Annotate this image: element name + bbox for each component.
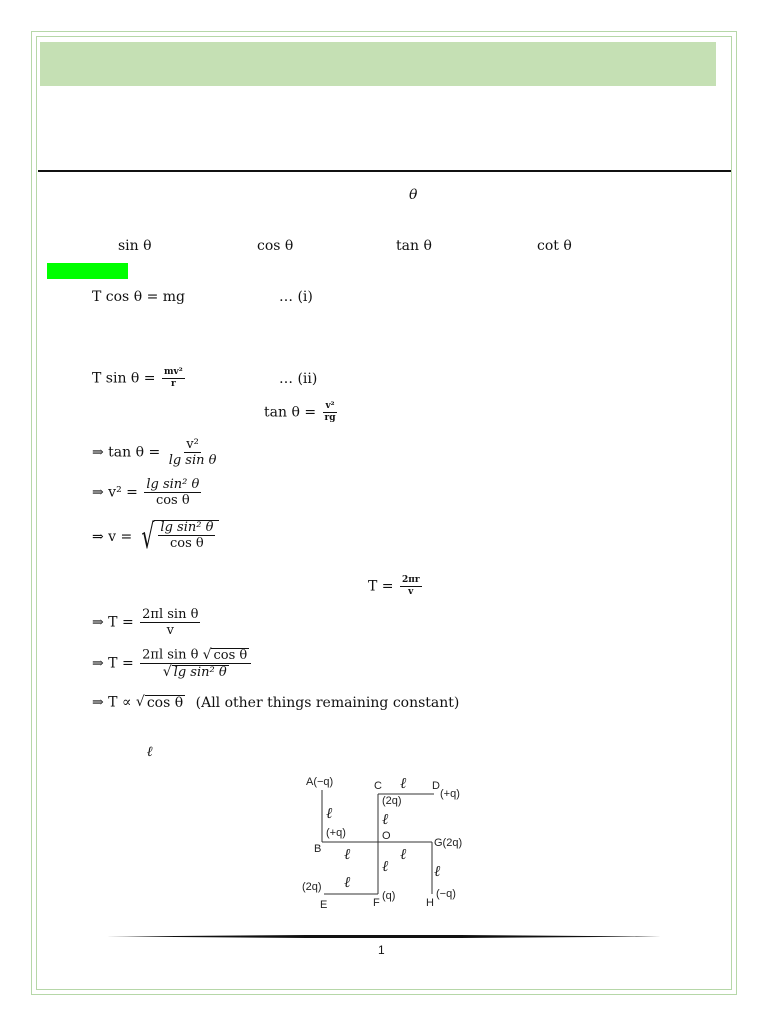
ell-ab: ℓ <box>326 804 333 822</box>
label-h-charge: (−q) <box>436 888 456 900</box>
equation-8 <box>92 608 202 637</box>
equation-9-num-sqrt <box>203 648 250 662</box>
equation-8-fraction <box>140 608 200 637</box>
equation-9-fraction <box>140 648 251 679</box>
page-number: 1 <box>378 943 385 957</box>
equation-5-num: lg sin² θ <box>146 477 200 492</box>
radical-sign: √ <box>202 647 212 663</box>
equation-9-den <box>161 664 231 679</box>
ell-bo: ℓ <box>344 845 351 863</box>
equation-9-num <box>140 648 251 664</box>
label-c-charge: (2q) <box>382 795 402 807</box>
equation-10-sqrt <box>136 695 185 710</box>
label-o: O <box>382 830 391 842</box>
equation-2-tag: … (ii) <box>279 371 318 387</box>
option-cos: cos θ <box>257 238 294 254</box>
section-rule <box>38 170 731 172</box>
label-e: E <box>320 899 328 911</box>
equation-5 <box>92 478 203 507</box>
equation-1-tag: … (i) <box>279 289 313 305</box>
equation-10-root: cos θ <box>146 695 184 711</box>
ell-ef: ℓ <box>344 873 351 891</box>
equation-2 <box>92 368 187 389</box>
label-b: B <box>314 843 322 855</box>
equation-3-num: v² <box>325 401 335 411</box>
label-h: H <box>426 897 434 909</box>
equation-7-fraction <box>400 576 422 597</box>
answer-highlight <box>47 263 128 279</box>
ell-cd: ℓ <box>400 774 407 792</box>
equation-7-den: v <box>408 587 414 597</box>
header-band <box>40 42 716 86</box>
equation-4-num: v² <box>186 437 199 452</box>
equation-6-radicand <box>154 520 219 554</box>
equation-3 <box>264 402 340 423</box>
equation-3-fraction <box>323 402 338 423</box>
label-a: A(−q) <box>306 776 334 788</box>
equation-4-lhs: ⇒ tan θ = <box>92 444 161 461</box>
equation-2-fraction <box>162 368 185 389</box>
equation-6-lhs: ⇒ v = <box>92 529 133 545</box>
equation-9 <box>92 648 253 679</box>
equation-3-lhs: tan θ = <box>264 404 317 421</box>
equation-7 <box>368 576 424 597</box>
option-sin: sin θ <box>118 238 152 254</box>
equation-6-fraction <box>158 521 215 550</box>
equation-4 <box>92 438 220 467</box>
label-e-charge: (2q) <box>302 881 322 893</box>
charge-configuration-diagram <box>296 772 476 912</box>
equation-7-lhs: T = <box>368 578 394 595</box>
ell-og: ℓ <box>400 845 407 863</box>
equation-9-num-root: cos θ <box>213 648 248 663</box>
equation-5-den: cos θ <box>155 493 190 508</box>
ell-symbol: ℓ <box>147 744 153 760</box>
label-d: D <box>432 780 440 792</box>
option-cot: cot θ <box>537 238 572 254</box>
option-tan: tan θ <box>396 238 432 254</box>
equation-6 <box>92 517 219 557</box>
theta-symbol: θ <box>409 187 418 203</box>
label-f: F <box>373 897 380 909</box>
equation-5-fraction <box>144 478 201 507</box>
equation-10-note: (All other things remaining constant) <box>195 694 460 711</box>
equation-2-lhs: T sin θ = <box>92 370 156 387</box>
equation-9-num-a: 2πl sin θ <box>142 647 199 663</box>
equation-4-fraction <box>167 438 219 467</box>
radical-sign: √ <box>162 664 172 680</box>
equation-8-den: v <box>166 623 174 638</box>
equation-8-num: 2πl sin θ <box>142 607 199 622</box>
equation-10-lhs: ⇒ T ∝ <box>92 694 132 711</box>
footer-rule <box>106 935 661 938</box>
equation-6-sqrt <box>137 517 220 557</box>
equation-1: T cos θ = mg <box>92 289 185 305</box>
equation-9-lhs: ⇒ T = <box>92 655 134 672</box>
equation-8-lhs: ⇒ T = <box>92 614 134 631</box>
label-g: G(2q) <box>434 837 463 849</box>
label-f-charge: (q) <box>382 890 396 902</box>
equation-10 <box>92 695 459 710</box>
equation-2-num: mv² <box>163 367 183 377</box>
label-d-charge: (+q) <box>440 788 460 800</box>
equation-7-num: 2πr <box>401 575 420 585</box>
label-b-charge: (+q) <box>326 827 346 839</box>
radical-sign: √ <box>135 694 145 710</box>
equation-5-lhs: ⇒ v² = <box>92 484 138 501</box>
ell-co: ℓ <box>382 810 389 828</box>
equation-2-den: r <box>170 379 176 389</box>
radical-sign: √ <box>141 517 155 557</box>
equation-6-den: cos θ <box>170 536 204 551</box>
ell-gh: ℓ <box>434 862 441 880</box>
label-c: C <box>374 780 382 792</box>
equation-4-den: lg sin θ <box>168 453 217 468</box>
equation-3-den: rg <box>324 413 336 423</box>
equation-9-den-sqrt <box>163 665 229 679</box>
equation-9-den-root: lg sin² θ <box>173 665 227 680</box>
equation-6-num: lg sin² θ <box>160 520 214 535</box>
ell-of: ℓ <box>382 857 389 875</box>
